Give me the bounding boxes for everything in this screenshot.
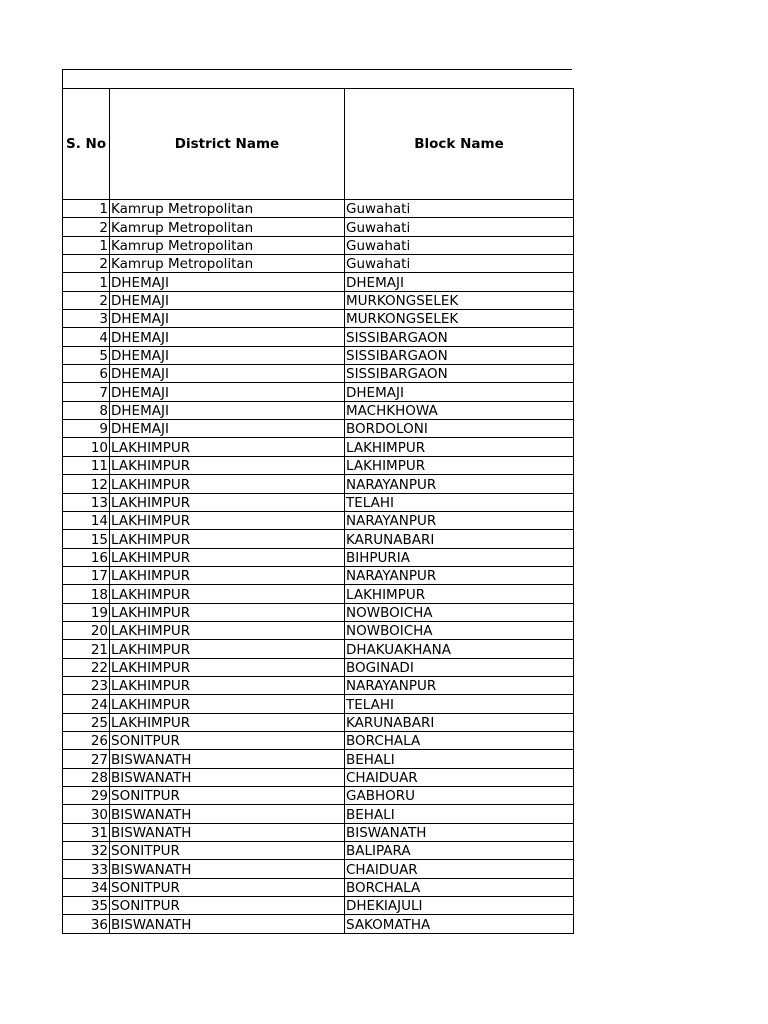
table-row <box>63 255 574 273</box>
spreadsheet-page <box>62 69 573 934</box>
sno-cell: 25 <box>63 713 110 731</box>
block-cell: GABHORU <box>345 787 574 805</box>
block-cell: LAKHIMPUR <box>345 438 574 456</box>
district-cell: LAKHIMPUR <box>110 640 345 658</box>
district-cell: DHEMAJI <box>110 420 345 438</box>
block-cell: BALIPARA <box>345 842 574 860</box>
table-row <box>63 493 574 511</box>
sno-cell: 9 <box>63 420 110 438</box>
table-row <box>63 713 574 731</box>
sno-cell: 22 <box>63 658 110 676</box>
block-cell: NOWBOICHA <box>345 603 574 621</box>
block-cell: NARAYANPUR <box>345 566 574 584</box>
table-body <box>63 200 574 934</box>
district-cell: SONITPUR <box>110 878 345 896</box>
table-row <box>63 768 574 786</box>
column-header-district: District Name <box>110 89 345 200</box>
district-cell: LAKHIMPUR <box>110 475 345 493</box>
sno-cell: 24 <box>63 695 110 713</box>
district-cell: LAKHIMPUR <box>110 530 345 548</box>
sno-cell: 20 <box>63 621 110 639</box>
table-row <box>63 731 574 749</box>
district-cell: DHEMAJI <box>110 346 345 364</box>
block-cell: MACHKHOWA <box>345 401 574 419</box>
district-cell: SONITPUR <box>110 787 345 805</box>
sno-cell: 2 <box>63 218 110 236</box>
table-row <box>63 787 574 805</box>
block-cell: DHAKUAKHANA <box>345 640 574 658</box>
table-row <box>63 328 574 346</box>
block-cell: KARUNABARI <box>345 530 574 548</box>
sno-cell: 13 <box>63 493 110 511</box>
district-cell: DHEMAJI <box>110 273 345 291</box>
district-cell: DHEMAJI <box>110 383 345 401</box>
sno-cell: 7 <box>63 383 110 401</box>
table-row <box>63 383 574 401</box>
table-row <box>63 658 574 676</box>
table-row <box>63 603 574 621</box>
table-row <box>63 530 574 548</box>
table-row <box>63 236 574 254</box>
table-row <box>63 420 574 438</box>
table-row <box>63 695 574 713</box>
block-cell: TELAHI <box>345 493 574 511</box>
district-cell: DHEMAJI <box>110 310 345 328</box>
district-cell: Kamrup Metropolitan <box>110 255 345 273</box>
sno-cell: 1 <box>63 236 110 254</box>
table-row <box>63 291 574 309</box>
sno-cell: 33 <box>63 860 110 878</box>
sno-cell: 18 <box>63 585 110 603</box>
table-row <box>63 823 574 841</box>
sno-cell: 5 <box>63 346 110 364</box>
block-cell: MURKONGSELEK <box>345 291 574 309</box>
block-cell: CHAIDUAR <box>345 768 574 786</box>
block-cell: Guwahati <box>345 200 574 218</box>
table-row <box>63 365 574 383</box>
district-cell: Kamrup Metropolitan <box>110 236 345 254</box>
sno-cell: 3 <box>63 310 110 328</box>
sno-cell: 4 <box>63 328 110 346</box>
block-cell: BIHPURIA <box>345 548 574 566</box>
block-cell: SAKOMATHA <box>345 915 574 933</box>
sno-cell: 2 <box>63 255 110 273</box>
table-row <box>63 438 574 456</box>
block-cell: DHEKIAJULI <box>345 897 574 915</box>
sno-cell: 34 <box>63 878 110 896</box>
district-cell: LAKHIMPUR <box>110 713 345 731</box>
sno-cell: 12 <box>63 475 110 493</box>
district-cell: LAKHIMPUR <box>110 438 345 456</box>
sno-cell: 32 <box>63 842 110 860</box>
sno-cell: 1 <box>63 273 110 291</box>
block-cell: KARUNABARI <box>345 713 574 731</box>
block-cell: BEHALI <box>345 805 574 823</box>
block-cell: BOGINADI <box>345 658 574 676</box>
table-row <box>63 640 574 658</box>
table-row <box>63 401 574 419</box>
sno-cell: 1 <box>63 200 110 218</box>
table-row <box>63 585 574 603</box>
column-header-block: Block Name <box>345 89 574 200</box>
table-row <box>63 860 574 878</box>
block-cell: DHEMAJI <box>345 273 574 291</box>
column-header-sno: S. No <box>63 89 110 200</box>
block-cell: DHEMAJI <box>345 383 574 401</box>
sno-cell: 29 <box>63 787 110 805</box>
sno-cell: 17 <box>63 566 110 584</box>
district-cell: BISWANATH <box>110 768 345 786</box>
district-cell: LAKHIMPUR <box>110 456 345 474</box>
district-cell: BISWANATH <box>110 860 345 878</box>
table-row <box>63 273 574 291</box>
sno-cell: 30 <box>63 805 110 823</box>
block-cell: BEHALI <box>345 750 574 768</box>
table-row <box>63 676 574 694</box>
block-cell: LAKHIMPUR <box>345 585 574 603</box>
block-cell: LAKHIMPUR <box>345 456 574 474</box>
district-cell: LAKHIMPUR <box>110 658 345 676</box>
sno-cell: 23 <box>63 676 110 694</box>
sno-cell: 27 <box>63 750 110 768</box>
block-cell: BISWANATH <box>345 823 574 841</box>
sno-cell: 2 <box>63 291 110 309</box>
district-cell: LAKHIMPUR <box>110 511 345 529</box>
district-cell: BISWANATH <box>110 915 345 933</box>
district-cell: Kamrup Metropolitan <box>110 200 345 218</box>
block-cell: Guwahati <box>345 255 574 273</box>
table-row <box>63 511 574 529</box>
district-cell: DHEMAJI <box>110 401 345 419</box>
table-row <box>63 566 574 584</box>
block-cell: NARAYANPUR <box>345 676 574 694</box>
block-cell: SISSIBARGAON <box>345 328 574 346</box>
sno-cell: 16 <box>63 548 110 566</box>
table-row <box>63 456 574 474</box>
district-cell: DHEMAJI <box>110 291 345 309</box>
district-cell: SONITPUR <box>110 842 345 860</box>
sno-cell: 14 <box>63 511 110 529</box>
table-row <box>63 218 574 236</box>
header-row <box>63 89 574 200</box>
block-cell: TELAHI <box>345 695 574 713</box>
district-cell: LAKHIMPUR <box>110 585 345 603</box>
district-cell: Kamrup Metropolitan <box>110 218 345 236</box>
sno-cell: 10 <box>63 438 110 456</box>
district-cell: BISWANATH <box>110 823 345 841</box>
block-cell: BORDOLONI <box>345 420 574 438</box>
district-cell: LAKHIMPUR <box>110 676 345 694</box>
block-cell: MURKONGSELEK <box>345 310 574 328</box>
district-cell: LAKHIMPUR <box>110 695 345 713</box>
district-cell: LAKHIMPUR <box>110 566 345 584</box>
sno-cell: 35 <box>63 897 110 915</box>
block-cell: Guwahati <box>345 218 574 236</box>
district-cell: SONITPUR <box>110 731 345 749</box>
table-row <box>63 475 574 493</box>
sno-cell: 6 <box>63 365 110 383</box>
table-row <box>63 915 574 933</box>
district-cell: LAKHIMPUR <box>110 493 345 511</box>
sno-cell: 8 <box>63 401 110 419</box>
block-cell: CHAIDUAR <box>345 860 574 878</box>
block-cell: BORCHALA <box>345 878 574 896</box>
district-cell: DHEMAJI <box>110 365 345 383</box>
block-cell: NARAYANPUR <box>345 511 574 529</box>
sno-cell: 28 <box>63 768 110 786</box>
table-row <box>63 310 574 328</box>
sno-cell: 15 <box>63 530 110 548</box>
district-cell: SONITPUR <box>110 897 345 915</box>
table-row <box>63 897 574 915</box>
table-row <box>63 200 574 218</box>
sno-cell: 26 <box>63 731 110 749</box>
table-row <box>63 346 574 364</box>
table-row <box>63 842 574 860</box>
block-cell: BORCHALA <box>345 731 574 749</box>
table-row <box>63 621 574 639</box>
block-cell: NOWBOICHA <box>345 621 574 639</box>
sno-cell: 19 <box>63 603 110 621</box>
table-row <box>63 548 574 566</box>
sno-cell: 36 <box>63 915 110 933</box>
block-cell: SISSIBARGAON <box>345 346 574 364</box>
sno-cell: 11 <box>63 456 110 474</box>
district-cell: LAKHIMPUR <box>110 548 345 566</box>
table-row <box>63 878 574 896</box>
table-row <box>63 805 574 823</box>
block-cell: NARAYANPUR <box>345 475 574 493</box>
district-cell: BISWANATH <box>110 805 345 823</box>
sno-cell: 31 <box>63 823 110 841</box>
title-band <box>62 69 572 88</box>
table-row <box>63 750 574 768</box>
sno-cell: 21 <box>63 640 110 658</box>
district-cell: DHEMAJI <box>110 328 345 346</box>
block-cell: SISSIBARGAON <box>345 365 574 383</box>
block-cell: Guwahati <box>345 236 574 254</box>
district-cell: BISWANATH <box>110 750 345 768</box>
district-cell: LAKHIMPUR <box>110 621 345 639</box>
district-cell: LAKHIMPUR <box>110 603 345 621</box>
district-block-table <box>62 88 574 934</box>
